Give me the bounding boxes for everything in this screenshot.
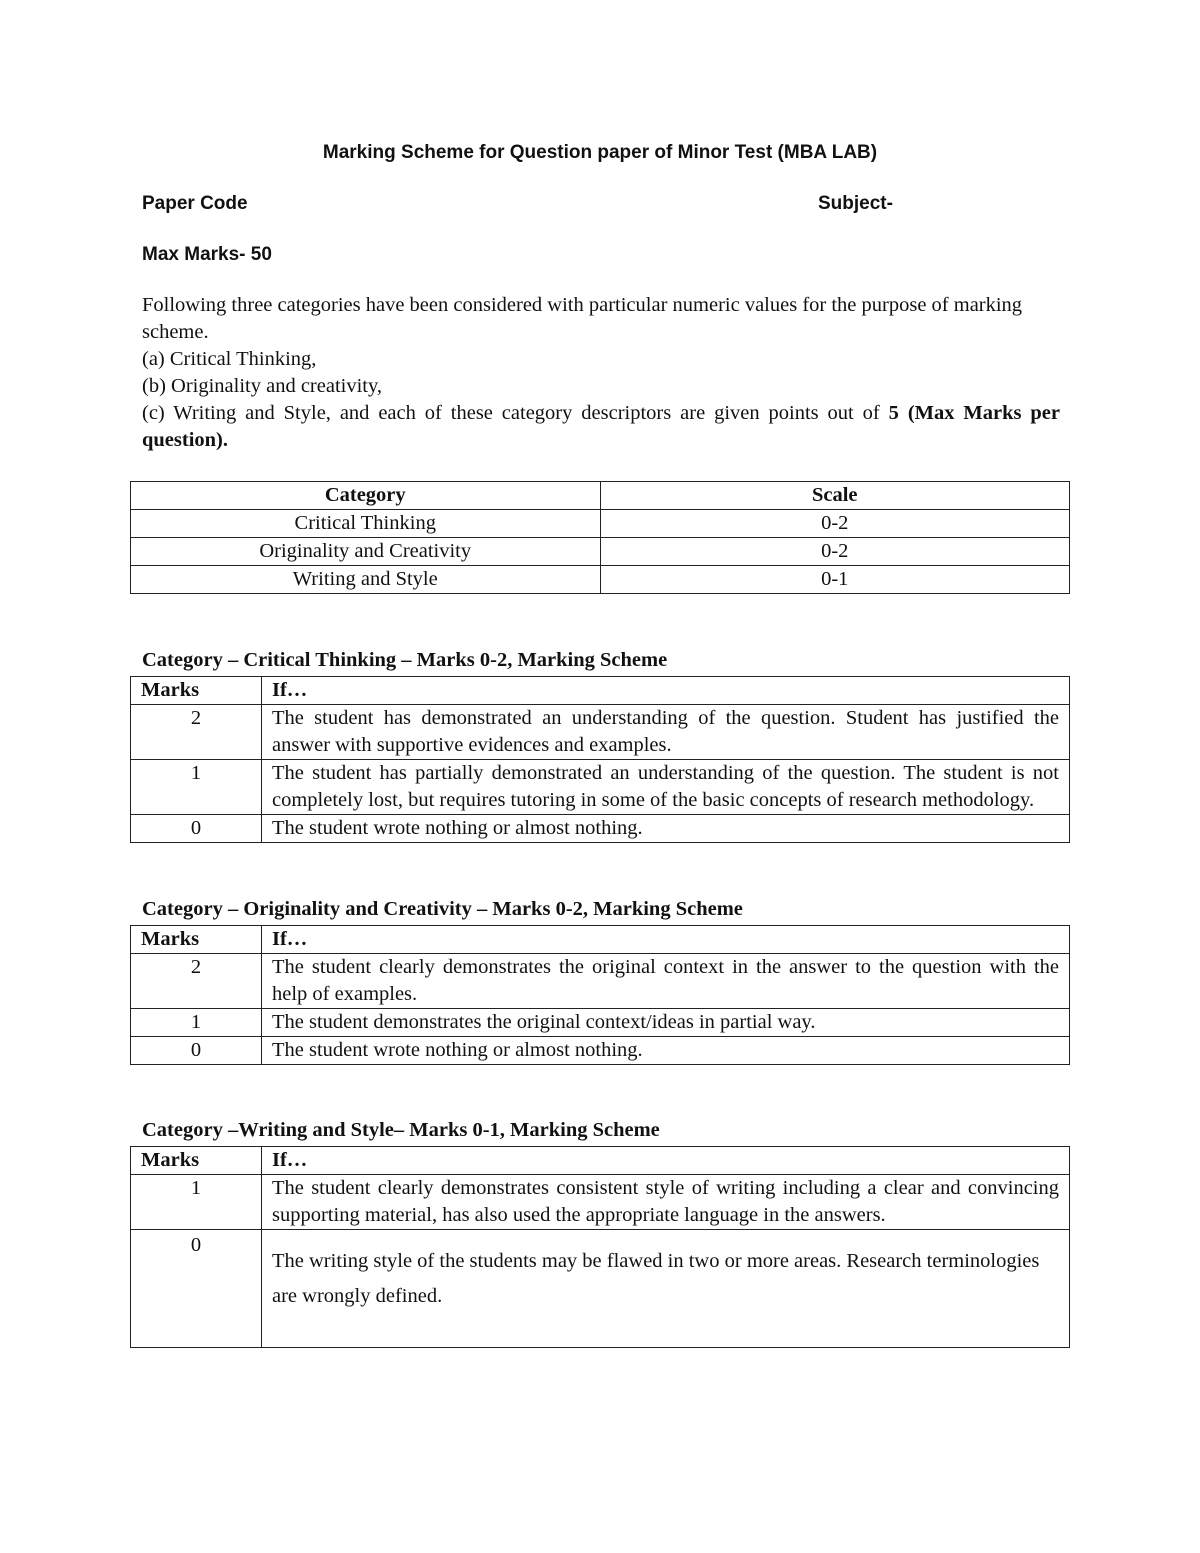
subject-label: Subject-	[818, 193, 893, 214]
intro-item-c-text: (c) Writing and Style, and each of these category descriptors are given points out of	[142, 402, 889, 424]
intro-item-c-bold: 5 (Max Marks per question).	[142, 402, 1060, 451]
description-cell: The writing style of the students may be flawed in two or more areas. Research terminologies are wrongly defined.	[262, 1230, 1070, 1348]
marks-cell: 0	[131, 1230, 262, 1348]
table-row	[131, 1009, 1070, 1037]
critical-thinking-scheme-table	[130, 676, 1070, 843]
table-header-row	[131, 482, 1070, 510]
header-marks: Marks	[131, 1147, 262, 1175]
table-row	[131, 815, 1070, 843]
table-row	[131, 538, 1070, 566]
max-marks-label: Max Marks- 50	[142, 244, 272, 265]
section-heading-critical-thinking: Category – Critical Thinking – Marks 0-2, Marking Scheme	[142, 649, 668, 671]
category-scale-table	[130, 481, 1070, 594]
table-row	[131, 510, 1070, 538]
marks-cell: 1	[131, 1175, 262, 1230]
section-heading-originality: Category – Originality and Creativity – Marks 0-2, Marking Scheme	[142, 898, 743, 920]
table-row	[131, 705, 1070, 760]
marks-cell: 2	[131, 705, 262, 760]
description-cell: The student wrote nothing or almost nothing.	[262, 1037, 1070, 1065]
table-row	[131, 1037, 1070, 1065]
table-row	[131, 1230, 1070, 1348]
intro-item-a: (a) Critical Thinking,	[142, 348, 317, 370]
table-row	[131, 566, 1070, 594]
intro-item-c	[142, 400, 1060, 454]
description-cell: The student wrote nothing or almost nothing.	[262, 815, 1070, 843]
table-row	[131, 760, 1070, 815]
header-marks: Marks	[131, 677, 262, 705]
writing-style-scheme-table	[130, 1146, 1070, 1348]
intro-paragraph: Following three categories have been considered with particular numeric values for the purpose of marking scheme.	[142, 294, 1023, 343]
category-cell: Originality and Creativity	[131, 538, 601, 566]
header-category: Category	[131, 482, 601, 510]
header-if: If…	[262, 926, 1070, 954]
table-header-row	[131, 677, 1070, 705]
marks-cell: 1	[131, 1009, 262, 1037]
marks-cell: 0	[131, 1037, 262, 1065]
description-cell: The student demonstrates the original context/ideas in partial way.	[262, 1009, 1070, 1037]
header-scale: Scale	[600, 482, 1070, 510]
header-marks: Marks	[131, 926, 262, 954]
scale-cell: 0-2	[600, 538, 1070, 566]
marks-cell: 0	[131, 815, 262, 843]
intro-block	[142, 292, 1060, 454]
description-cell: The student has demonstrated an understanding of the question. Student has justified the answer with supportive evidences and examples.	[262, 705, 1070, 760]
table-row	[131, 1175, 1070, 1230]
document-title: Marking Scheme for Question paper of Minor Test (MBA LAB)	[322, 142, 878, 163]
scale-cell: 0-1	[600, 566, 1070, 594]
originality-scheme-table	[130, 925, 1070, 1065]
header-if: If…	[262, 677, 1070, 705]
paper-code-label: Paper Code	[142, 193, 248, 214]
description-cell: The student clearly demonstrates the original context in the answer to the question with the help of examples.	[262, 954, 1070, 1009]
marks-cell: 1	[131, 760, 262, 815]
header-if: If…	[262, 1147, 1070, 1175]
description-cell: The student clearly demonstrates consistent style of writing including a clear and convincing supporting material, has also used the appropriate language in the answers.	[262, 1175, 1070, 1230]
category-cell: Critical Thinking	[131, 510, 601, 538]
table-header-row	[131, 926, 1070, 954]
table-row	[131, 954, 1070, 1009]
section-heading-writing-style: Category –Writing and Style– Marks 0-1, Marking Scheme	[142, 1119, 660, 1141]
scale-cell: 0-2	[600, 510, 1070, 538]
intro-item-b: (b) Originality and creativity,	[142, 375, 383, 397]
table-header-row	[131, 1147, 1070, 1175]
marks-cell: 2	[131, 954, 262, 1009]
category-cell: Writing and Style	[131, 566, 601, 594]
description-cell: The student has partially demonstrated an understanding of the question. The student is not completely lost, but requires tutoring in some of the basic concepts of research methodology.	[262, 760, 1070, 815]
